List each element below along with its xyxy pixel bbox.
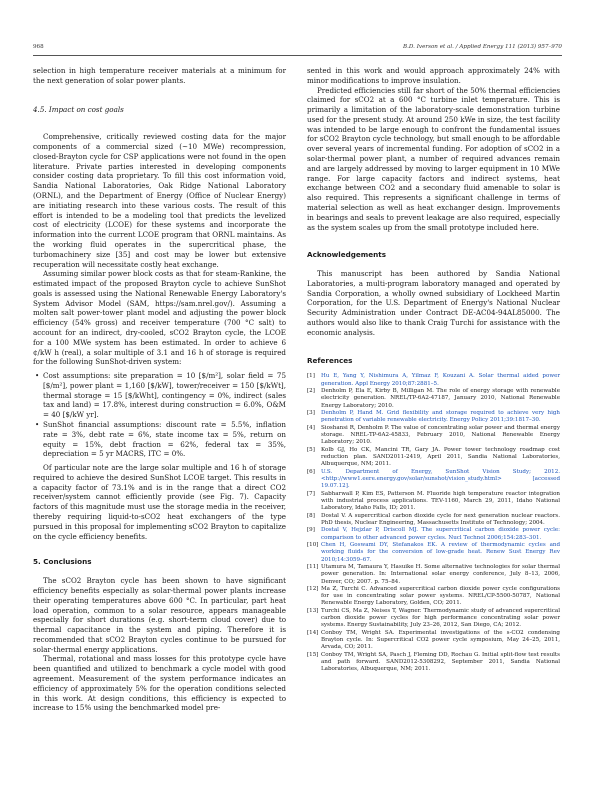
reference-item[interactable] [307,542,560,564]
paragraph-intro: selection in high temperature receiver materials at a minimum for the next generation of solar power plants. [33,66,286,85]
reference-text: Kolb GJ, Ho CK, Mancini TR, Gary JA. Power tower technology roadmap cost reduction plan. SAND2011-2419, April 2011, Sandia National Laboratories, Albuquerque, NM; 2011. [321,446,560,468]
reference-number: [2] [307,387,315,394]
header-rule [33,55,562,56]
right-column [307,66,560,674]
reference-text: Conboy TM, Wright SA. Experimental investigations of the s-CO2 condensing Brayton cycle. In: Supercritical CO2 power cycle symposium, May 24–25, 2011, Arvada, CO; 2011. [321,629,560,651]
reference-number: [8] [307,512,315,519]
reference-item[interactable] [307,564,560,586]
reference-item[interactable] [307,630,560,652]
reference-number: [13] [307,607,319,614]
reference-number: [10] [307,541,319,548]
references-title: References [307,355,353,365]
reference-number: [14] [307,629,319,636]
reference-item[interactable] [307,388,560,410]
reference-number: [3] [307,409,315,416]
reference-item[interactable] [307,527,560,542]
reference-item[interactable] [307,425,560,447]
reference-text: Ma Z, Turchi C. Advanced supercritical carbon dioxide power cycle configurations for use in concentrating solar power systems. NREL/CP-5500-50787, National Renewable Energy Laboratory, Golden, CO; 2011. [321,585,560,607]
paragraph-conclusions-1: The sCO2 Brayton cycle has been shown to have significant efficiency benefits especially as solar-thermal power plants increase their operating temperatures above 600 °C. In particular, part heat load operation, common to a solar resource, appears manageable especially for short durations (e.g. short-term cloud cover) due to thermal capacitance in the system and piping. Therefore it is recommended that sCO2 Brayton cycles continue to be pursued for solar-thermal energy applications. [33,576,286,654]
reference-text: Hu E, Yang Y, Nishimura A, Yilmaz F, Kouzani A. Solar thermal aided power generation. Appl Energy 2010;87:2881–5. [321,373,560,387]
bullet-cost-assumptions: • Cost assumptions: site preparation = 10 [$/m²], solar field = 75 [$/m²], power plant = 1,160 [$/kW], tower/receiver = 150 [$/kWt], thermal storage = 15 [$/kWht], contingency = 0%, indirect (sales tax and land) = 17.8%, interest during construction = 6.0%, O&M = 40 [$/kW yr]. [43,371,286,420]
bullet-financial-assumptions: • SunShot financial assumptions: discount rate = 5.5%, inflation rate = 3%, debt rate = 6%, state income tax = 5%, return on equity = 15%, debt fraction = 62%, federal tax = 35%, depreciation = 5 yr MACRS, ITC = 0%. [43,420,286,459]
section-4-5-title: 4.5. Impact on cost goals [33,104,124,114]
reference-item[interactable] [307,410,560,425]
reference-item[interactable] [307,469,560,491]
reference-item[interactable] [307,491,560,513]
reference-text: Dostal V. A supercritical carbon dioxide cycle for next generation nuclear reactors. PhD thesis, Nuclear Engineering, Massachusetts Institute of Technology; 2004. [321,512,560,526]
reference-number: [5] [307,446,315,453]
reference-text: U.S. Department of Energy, SunShot Vision Study; 2012. <http://www1.eere.energy.gov/solar/sunshot/vision_study.html> [accessed 19.07.12]. [321,468,560,490]
reference-text: Denholm P, Ela E, Kirby B, Milligan M. The role of energy storage with renewable electricity generation. NREL/TP-6A2-47187, January 2010, National Renewable Energy Laboratory; 2010. [321,387,560,409]
reference-number: [4] [307,424,315,431]
journal-citation: B.D. Iverson et al. / Applied Energy 111 (2013) 957–970 [402,44,562,50]
paragraph-efficiencies: Predicted efficiencies still far short of the 50% thermal efficiencies claimed for sCO2 at a 600 °C turbine inlet temperature. This is primarily a limitation of the laboratory-scale demonstration turbine used for the present study. At around 250 kWe in size, the test facility was intended to be large enough to confront the fundamental issues for sCO2 Brayton cycle technology, but small enough to be affordable over several years of incremental funding. For adoption of sCO2 in a solar-thermal power plant, a number of required advances remain and are largely addressed by moving to larger equipment in 10 MWe range. For large capacity factors and indirect systems, heat exchange between CO2 and a secondary fluid amenable to solar is also required. This represents a significant challenge in terms of material selection as well as heat exchanger design. Improvements in bearings and seals to prevent leakage are also required, especially as the system scales up from the small prototype included here. [307,85,560,232]
paragraph-cost-data: Comprehensive, critically reviewed costing data for the major components of a commercial sized (~10 MWe) recompression, closed-Brayton cycle for CSP applications were not found in the open literature. Private parties interested in developing components consider costing data proprietary. To fill this cost information void, Sandia National Laboratories, Oak Ridge National Laboratory (ORNL), and the Department of Energy (Office of Nuclear Energy) are initiating research into these various costs. The result of this effort is intended to be a modeling tool that predicts the levelized cost of electricity (LCOE) for these systems and incorporate the information into the current LCOE program that ORNL maintains. As the working fluid operates in the supercritical phase, the turbomachinery size [35] and cost may be lower but extensive recuperation will necessitate costly heat exchange. [33,132,286,269]
reference-item[interactable] [307,652,560,674]
reference-text: Turchi CS, Ma Z, Neises T, Wagner. Thermodynamic study of advanced supercritical carbon dioxide power cycles for high performance concentrating solar power systems. Energy Sustainability, July 23–26, 2012, San Diego, CA; 2012. [321,607,560,629]
reference-number: [15] [307,651,319,658]
paragraph-conclusions-2: Thermal, rotational and mass losses for this prototype cycle have been quantified and utilized to benchmark a cycle model with good agreement. Measurement of the system performance indicates an efficiency of approximately 5% for the operation conditions selected in this work. At design conditions, this efficiency is expected to increase to 15% using the benchmarked model pre- [33,654,286,713]
reference-text: Conboy TM, Wright SA, Pasch J, Fleming DD, Rochau G. Initial split-flow test results and path forward. SAND2012-5308292, September 2011, Sandia National Laboratories, Albuquerque, NM; 2011. [321,651,560,673]
reference-number: [1] [307,373,315,380]
reference-text: Sioshansi R, Denholm P. The value of concentrating solar power and thermal energy storage. NREL-TP-6A2-45833, February 2010, National Renewable Energy Laboratory; 2010. [321,424,560,446]
reference-number: [11] [307,563,319,570]
paragraph-sam-model: Assuming similar power block costs as that for steam-Rankine, the estimated impact of the proposed Brayton cycle to achieve SunShot goals is assessed using the National Renewable Energy Laboratory's System Advisor Model (SAM, https://sam.nrel.gov/). Assuming a molten salt power-tower plant model and adjusting the power block efficiency (54% gross) and receiver temperature (700 °C salt) to account for an indirect, dry-cooled, sCO2 Brayton cycle, the LCOE for a 100 MWe system has been estimated. In order to achieve 6 ¢/kW h (real), a solar multiple of 3.1 and 16 h of storage is required for the following SunShot-driven system: [33,269,286,367]
reference-list [307,373,560,673]
reference-text: Chen H, Goswami DY, Stefanakos EK. A review of thermodynamic cycles and working fluids for the conversion of low-grade heat. Renew Sust Energy Rev 2010;14:3059–67. [321,541,560,563]
paragraph-capacity-factor: Of particular note are the large solar multiple and 16 h of storage required to achieve the desired SunShot LCOE target. This results in a capacity factor of 73.1% and is in the range that a direct CO2 receiver/system cannot efficiently provide (see Fig. 7). Capacity factors of this magnitude must use the storage media in the receiver, thereby requiring liquid-to-sCO2 heat exchangers of the type pursued in this proposal for implementing sCO2 Brayton to capitalize on the cycle efficiency benefits. [33,463,286,541]
reference-item[interactable] [307,373,560,388]
reference-number: [7] [307,490,315,497]
reference-item[interactable] [307,586,560,608]
reference-number: [6] [307,468,315,475]
paragraph-continuation: sented in this work and would approach approximately 24% with minor modifications to improve insulation. [307,66,560,85]
reference-item[interactable] [307,608,560,630]
acknowledgements-text: This manuscript has been authored by Sandia National Laboratories, a multi-program laboratory managed and operated by Sandia Corporation, a wholly owned subsidiary of Lockheed Martin Corporation, for the U.S. Department of Energy's National Nuclear Security Administration under Contract DE-AC04-94AL85000. The authors would also like to thank Craig Turchi for assistance with the economic analysis. [307,269,560,337]
left-column [33,66,286,713]
reference-text: Dostal V, Hejzlar P, Driscoll MJ. The supercritical carbon dioxide power cycle: comparison to other advanced power cycles. Nucl Technol 2006;154:283–301. [321,527,560,541]
reference-text: Utamura M, Tamaura Y, Hasuike H. Some alternative technologies for solar thermal power generation. In: International solar energy conference, July 8–13, 2006, Denver, CO; 2007. p. 75–84. [321,563,560,585]
reference-number: [12] [307,585,319,592]
reference-item[interactable] [307,513,560,528]
reference-text: Denholm P, Hand M. Grid flexibility and storage required to achieve very high penetration of variable renewable electricity. Energy Policy 2011;39:1817–30. [321,409,560,424]
acknowledgements-title: Acknowledgements [307,250,386,260]
page-number: 968 [33,44,44,50]
reference-number: [9] [307,527,315,534]
reference-item[interactable] [307,447,560,469]
section-5-title: 5. Conclusions [33,557,92,567]
reference-text: Sabharwall P, Kim ES, Patterson M. Fluoride high temperature reactor integration with industrial process applications. TEV-1160, March 29, 2011, Idaho National Laboratory, Idaho Falls, ID; 2011. [321,490,560,512]
assumption-list [33,371,286,459]
